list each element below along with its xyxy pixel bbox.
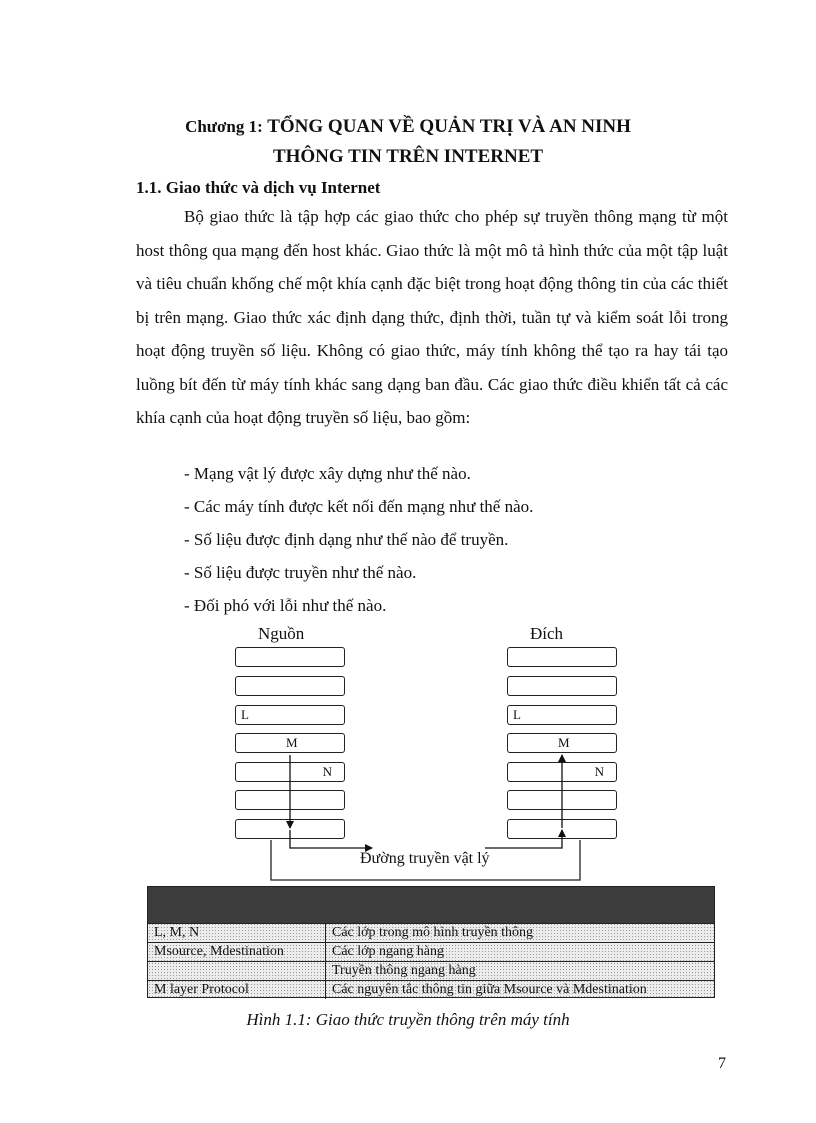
table-row — [148, 924, 714, 943]
bullet-item: - Mạng vật lý được xây dựng như thế nào. — [184, 464, 471, 483]
bullet-item: - Số liệu được định dạng như thế nào để truyền. — [184, 530, 509, 549]
legend-desc: Các nguyên tắc thông tin giữa Msource và Mdestination — [326, 981, 715, 1000]
table-row — [148, 943, 714, 962]
layer-n-label: N — [322, 764, 332, 779]
layer-m-label: M — [286, 735, 298, 750]
source-label: Nguồn — [258, 624, 305, 643]
table-row — [148, 962, 714, 981]
table-row — [148, 981, 714, 1000]
legend-desc: Truyền thông ngang hàng — [326, 962, 715, 981]
layer-m-label: M — [558, 735, 570, 750]
figure-caption: Hình 1.1: Giao thức truyền thông trên máy tính — [246, 1010, 570, 1029]
chapter-title-line2: THÔNG TIN TRÊN INTERNET — [272, 146, 544, 167]
transfer-arrow-right — [485, 830, 562, 848]
section-heading: 1.1. Giao thức và dịch vụ Internet — [136, 178, 381, 197]
page-number: 7 — [718, 1055, 726, 1072]
legend-key: Msource, Mdestination — [148, 943, 326, 962]
legend-desc: Các lớp ngang hàng — [326, 943, 715, 962]
legend-header — [148, 887, 714, 923]
legend-key: M layer Protocol — [148, 981, 326, 1000]
layer-n-label: N — [594, 764, 604, 779]
layer-l-label: L — [513, 707, 521, 722]
legend-desc: Các lớp trong mô hình truyền thông — [326, 924, 715, 943]
chapter-title-line1: TỔNG QUAN VỀ QUẢN TRỊ VÀ AN NINH — [267, 116, 631, 137]
body-paragraph: Bộ giao thức là tập hợp các giao thức cho phép sự truyền thông mạng từ một host thông qua mạng đến host khác. Giao thức là một mô tả hình thức của một tập luật và tiêu chuẩn khống chế một khía cạnh đặc biệt trong hoạt động thông tin của các thiết bị trên mạng. Giao thức xác định dạng thức, định thời, tuần tự và kiểm soát lỗi trong hoạt động truyền số liệu. Không có giao thức, máy tính không thể tạo ra hay tái tạo luồng bít đến từ máy tính khác sang dạng ban đầu. Các giao thức điều khiển tất cả các khía cạnh của hoạt động truyền số liệu, bao gồm: — [136, 207, 728, 427]
legend-key: L, M, N — [148, 924, 326, 943]
bullet-item: - Các máy tính được kết nối đến mạng như thế nào. — [184, 497, 534, 516]
bullet-item: - Số liệu được truyền như thế nào. — [184, 563, 417, 582]
bullet-item: - Đối phó với lỗi như thế nào. — [184, 596, 387, 615]
layer-l-label: L — [241, 707, 249, 722]
transfer-arrow-left — [290, 830, 372, 848]
physical-path-label: Đường truyền vật lý — [360, 850, 490, 867]
destination-label: Đích — [530, 624, 564, 643]
legend-key — [148, 962, 326, 981]
legend-table — [147, 886, 715, 998]
chapter-prefix: Chương 1: — [185, 117, 263, 136]
